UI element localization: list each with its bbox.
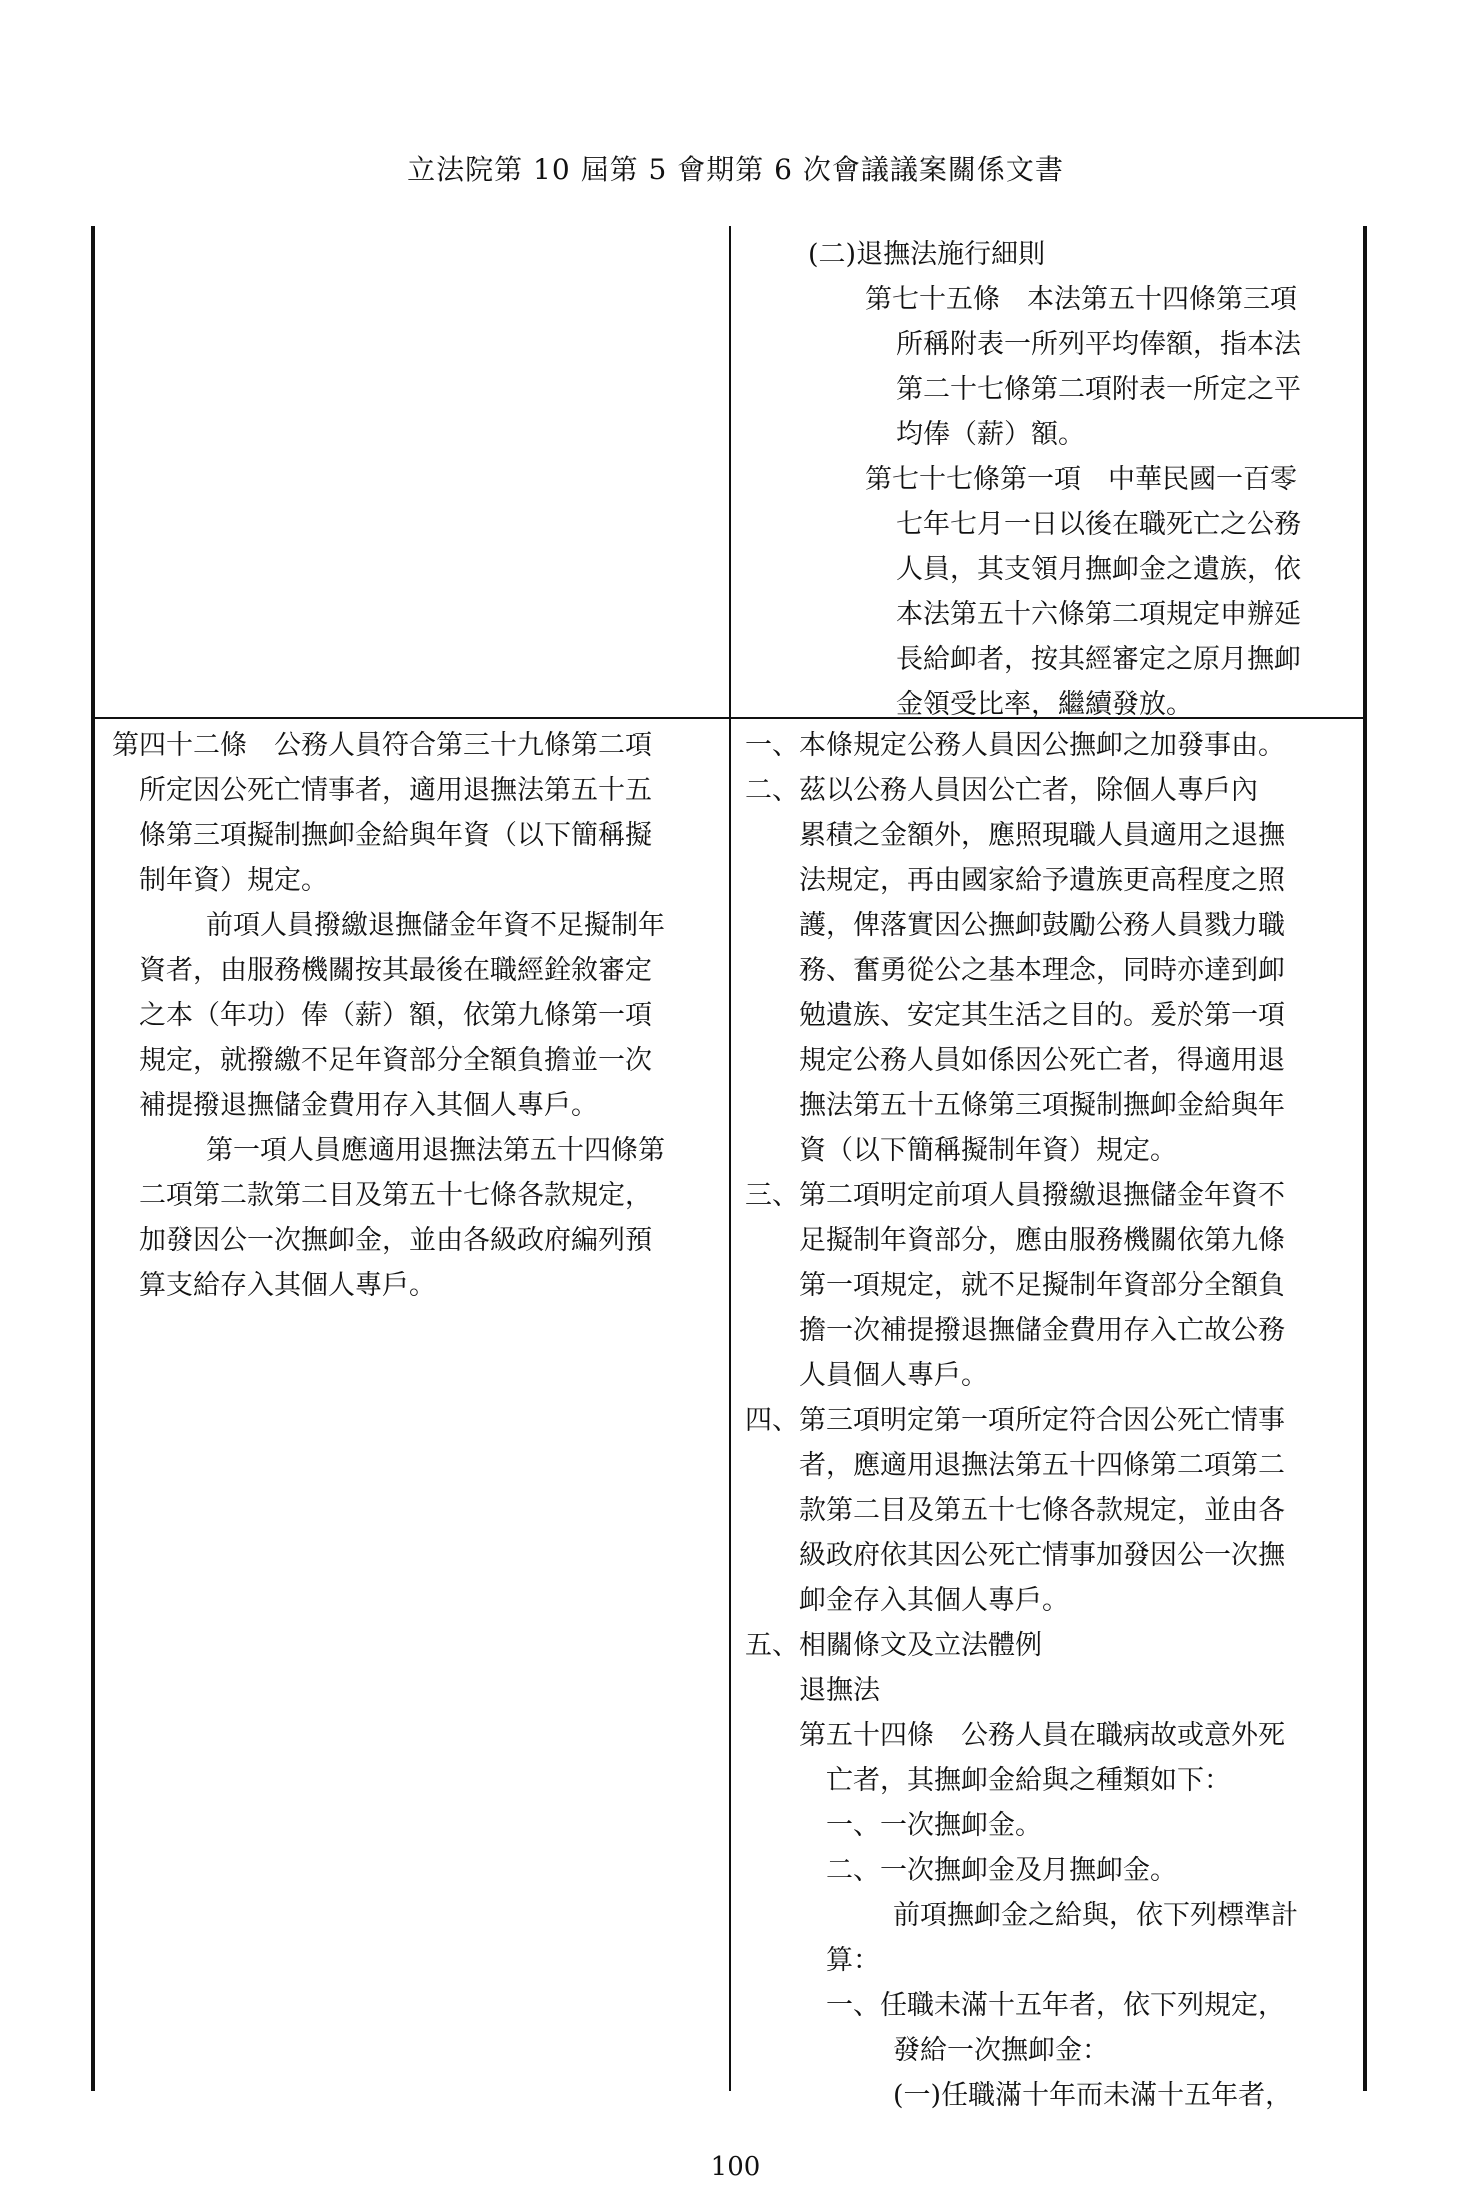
text-line: 一、一次撫卹金。 xyxy=(826,1810,1042,1841)
text-line: 規定，就撥繳不足年資部分全額負擔並一次 xyxy=(139,1045,652,1076)
text-line: 算支給存入其個人專戶。 xyxy=(139,1270,436,1301)
text-line: (一)任職滿十年而未滿十五年者， xyxy=(893,2080,1293,2111)
text-line: 所稱附表一所列平均俸額，指本法 xyxy=(896,329,1301,360)
text-line: 二項第二款第二目及第五十七條各款規定， xyxy=(139,1180,652,1211)
text-line: 者，應適用退撫法第五十四條第二項第二 xyxy=(799,1450,1285,1481)
text-line: 二、茲以公務人員因公亡者，除個人專戶內 xyxy=(745,775,1258,806)
text-line: 亡者，其撫卹金給與之種類如下： xyxy=(826,1765,1231,1796)
text-line: 第四十二條 公務人員符合第三十九條第二項 xyxy=(112,730,652,761)
text-line: 撫法第五十五條第三項擬制撫卹金給與年 xyxy=(799,1090,1285,1121)
text-line: 前項人員撥繳退撫儲金年資不足擬制年 xyxy=(206,910,665,941)
text-line: 本法第五十六條第二項規定申辦延 xyxy=(896,599,1301,630)
table-column-divider xyxy=(729,226,731,2091)
text-line: 人員，其支領月撫卹金之遺族，依 xyxy=(896,554,1301,585)
table-right-border xyxy=(1363,226,1367,2091)
text-line: 三、第二項明定前項人員撥繳退撫儲金年資不 xyxy=(745,1180,1285,1211)
text-line: 規定公務人員如係因公死亡者，得適用退 xyxy=(799,1045,1285,1076)
article-text-cell xyxy=(112,723,717,1308)
text-line: 資者，由服務機關按其最後在職經銓敘審定 xyxy=(139,955,652,986)
text-line: 第一項人員應適用退撫法第五十四條第 xyxy=(206,1135,665,1166)
text-line: 第七十五條 本法第五十四條第三項 xyxy=(865,284,1297,315)
text-line: (二)退撫法施行細則 xyxy=(808,239,1046,270)
text-line: 卹金存入其個人專戶。 xyxy=(799,1585,1069,1616)
text-line: 級政府依其因公死亡情事加發因公一次撫 xyxy=(799,1540,1285,1571)
text-line: 均俸（薪）額。 xyxy=(896,419,1085,450)
text-line: 發給一次撫卹金： xyxy=(893,2035,1109,2066)
text-line: 條第三項擬制撫卹金給與年資（以下簡稱擬 xyxy=(139,820,652,851)
text-line: 第一項規定，就不足擬制年資部分全額負 xyxy=(799,1270,1285,1301)
top-right-cell xyxy=(808,232,1353,727)
text-line: 累積之金額外，應照現職人員適用之退撫 xyxy=(799,820,1285,851)
text-line: 擔一次補提撥退撫儲金費用存入亡故公務 xyxy=(799,1315,1285,1346)
text-line: 加發因公一次撫卹金，並由各級政府編列預 xyxy=(139,1225,652,1256)
page-header: 立法院第 10 屆第 5 會期第 6 次會議議案關係文書 xyxy=(407,153,1064,186)
text-line: 制年資）規定。 xyxy=(139,865,328,896)
text-line: 五、相關條文及立法體例 xyxy=(745,1630,1042,1661)
text-line: 長給卹者，按其經審定之原月撫卹 xyxy=(896,644,1301,675)
text-line: 補提撥退撫儲金費用存入其個人專戶。 xyxy=(139,1090,598,1121)
text-line: 七年七月一日以後在職死亡之公務 xyxy=(896,509,1301,540)
text-line: 所定因公死亡情事者，適用退撫法第五十五 xyxy=(139,775,652,806)
table-left-border xyxy=(91,226,95,2091)
text-line: 金領受比率，繼續發放。 xyxy=(896,689,1193,720)
text-line: 二、一次撫卹金及月撫卹金。 xyxy=(826,1855,1177,1886)
text-line: 第七十七條第一項 中華民國一百零 xyxy=(865,464,1297,495)
explanation-cell xyxy=(745,723,1357,2118)
page-number: 100 xyxy=(710,2152,761,2182)
text-line: 之本（年功）俸（薪）額，依第九條第一項 xyxy=(139,1000,652,1031)
text-line: 前項撫卹金之給與，依下列標準計 xyxy=(893,1900,1298,1931)
text-line: 第五十四條 公務人員在職病故或意外死 xyxy=(799,1720,1285,1751)
text-line: 退撫法 xyxy=(799,1675,880,1706)
text-line: 款第二目及第五十七條各款規定，並由各 xyxy=(799,1495,1285,1526)
text-line: 一、本條規定公務人員因公撫卹之加發事由。 xyxy=(745,730,1285,761)
text-line: 資（以下簡稱擬制年資）規定。 xyxy=(799,1135,1177,1166)
text-line: 一、任職未滿十五年者，依下列規定， xyxy=(826,1990,1285,2021)
text-line: 護，俾落實因公撫卹鼓勵公務人員戮力職 xyxy=(799,910,1285,941)
text-line: 第二十七條第二項附表一所定之平 xyxy=(896,374,1301,405)
text-line: 算： xyxy=(826,1945,880,1976)
text-line: 人員個人專戶。 xyxy=(799,1360,988,1391)
text-line: 務、奮勇從公之基本理念，同時亦達到卹 xyxy=(799,955,1285,986)
text-line: 四、第三項明定第一項所定符合因公死亡情事 xyxy=(745,1405,1285,1436)
text-line: 勉遺族、安定其生活之目的。爰於第一項 xyxy=(799,1000,1285,1031)
text-line: 足擬制年資部分，應由服務機關依第九條 xyxy=(799,1225,1285,1256)
text-line: 法規定，再由國家給予遺族更高程度之照 xyxy=(799,865,1285,896)
